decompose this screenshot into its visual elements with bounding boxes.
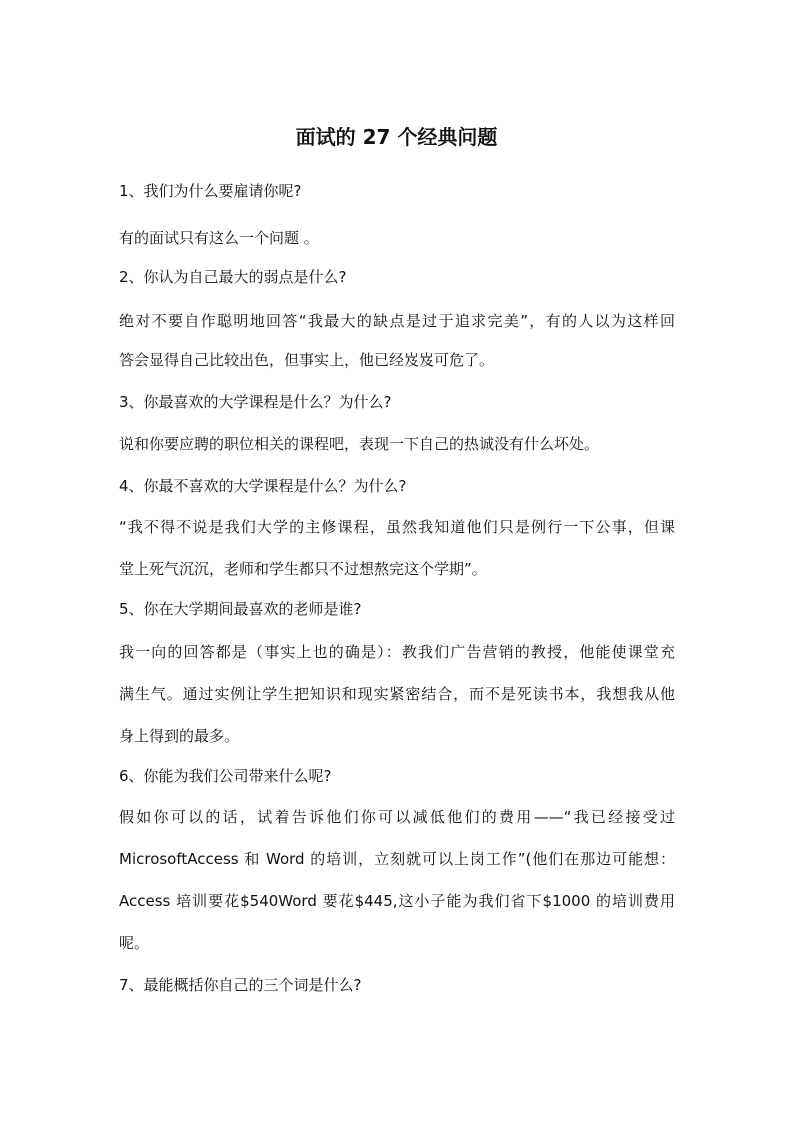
answer-3-line: 说和你要应聘的职位相关的课程吧，表现一下自己的热诚没有什么坏处。 xyxy=(119,435,600,453)
question-1: 1、我们为什么要雇请你呢? xyxy=(119,182,302,200)
question-2: 2、你认为自己最大的弱点是什么? xyxy=(119,268,347,286)
answer-4-line: “我不得不说是我们大学的主修课程，虽然我知道他们只是例行一下公事，但课 xyxy=(119,518,675,536)
answer-6-line: 假如你可以的话，试着告诉他们你可以减低他们的费用——“我已经接受过 xyxy=(119,808,675,826)
question-3: 3、你最喜欢的大学课程是什么？为什么? xyxy=(119,393,392,411)
answer-6-line: MicrosoftAccess 和 Word 的培训，立刻就可以上岗工作”(他们在那边可能想： xyxy=(119,850,675,868)
answer-1-line: 有的面试只有这么一个问题 。 xyxy=(119,229,319,247)
answer-4-line: 堂上死气沉沉，老师和学生都只不过想熬完这个学期”。 xyxy=(119,560,487,578)
question-5: 5、你在大学期间最喜欢的老师是谁? xyxy=(119,600,362,618)
answer-5-line: 我一向的回答都是（事实上也的确是）：教我们广告营销的教授，他能使课堂充 xyxy=(119,643,675,661)
question-7: 7、最能概括你自己的三个词是什么? xyxy=(119,976,362,994)
document-title: 面试的 27 个经典问题 xyxy=(295,125,498,149)
question-4: 4、你最不喜欢的大学课程是什么？为什么? xyxy=(119,477,407,495)
answer-2-line: 绝对不要自作聪明地回答“我最大的缺点是过于追求完美”，有的人以为这样回 xyxy=(119,312,675,330)
answer-6-line: Access 培训要花$540Word 要花$445,这小子能为我们省下$1000 的培训费用 xyxy=(119,892,675,910)
answer-5-line: 身上得到的最多。 xyxy=(119,727,240,745)
answer-5-line: 满生气。通过实例让学生把知识和现实紧密结合，而不是死读书本，我想我从他 xyxy=(119,685,675,703)
question-6: 6、你能为我们公司带来什么呢? xyxy=(119,767,332,785)
answer-6-line: 呢。 xyxy=(119,934,150,952)
answer-2-line: 答会显得自己比较出色，但事实上，他已经岌岌可危了。 xyxy=(119,351,495,369)
